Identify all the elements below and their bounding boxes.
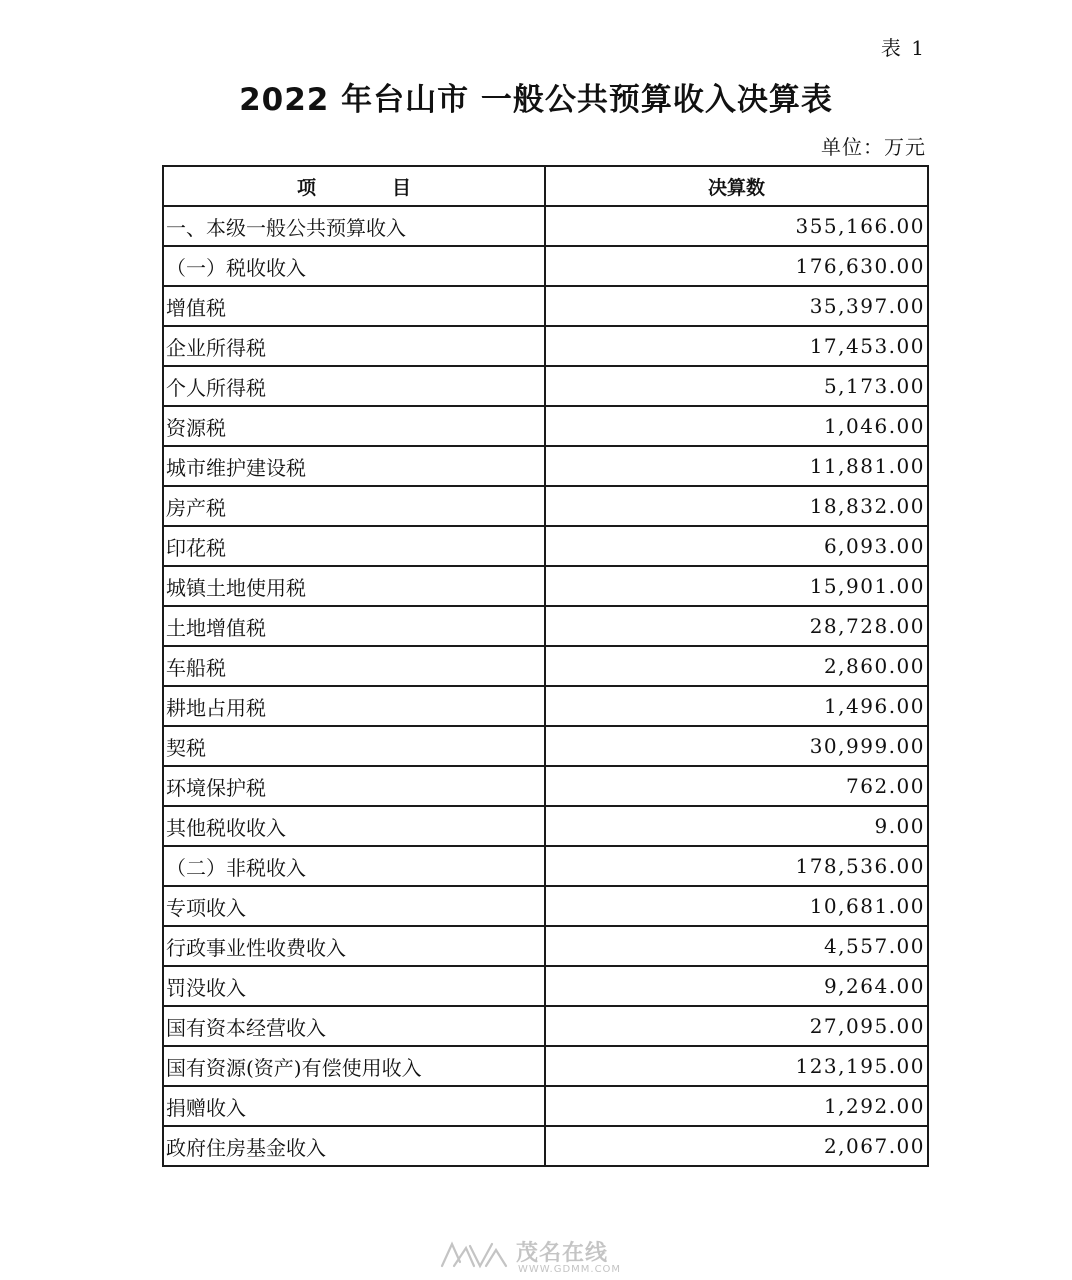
table-row (163, 1006, 928, 1046)
watermark-brand: 茂名在线 (516, 1241, 609, 1266)
row-item-name: 国有资源(资产)有偿使用收入 (163, 1046, 545, 1086)
table-row (163, 486, 928, 526)
table-row (163, 1046, 928, 1086)
row-item-name: 国有资本经营收入 (163, 1006, 545, 1046)
row-amount: 15,901.00 (545, 566, 928, 606)
watermark (436, 1234, 646, 1280)
row-amount: 27,095.00 (545, 1006, 928, 1046)
row-amount: 2,067.00 (545, 1126, 928, 1166)
table-row (163, 246, 928, 286)
row-amount: 123,195.00 (545, 1046, 928, 1086)
row-item-name: （一）税收收入 (163, 246, 545, 286)
row-amount: 9.00 (545, 806, 928, 846)
row-item-name: 增值税 (163, 286, 545, 326)
table-row (163, 606, 928, 646)
row-amount: 28,728.00 (545, 606, 928, 646)
row-item-name: 罚没收入 (163, 966, 545, 1006)
row-amount: 5,173.00 (545, 366, 928, 406)
table-row (163, 406, 928, 446)
table-number: 表 1 (880, 36, 926, 60)
row-item-name: 契税 (163, 726, 545, 766)
row-item-name: 行政事业性收费收入 (163, 926, 545, 966)
row-item-name: 其他税收收入 (163, 806, 545, 846)
row-amount: 176,630.00 (545, 246, 928, 286)
row-amount: 178,536.00 (545, 846, 928, 886)
table-header-row (163, 166, 928, 206)
table-row (163, 286, 928, 326)
row-item-name: 车船税 (163, 646, 545, 686)
row-amount: 9,264.00 (545, 966, 928, 1006)
row-item-name: 房产税 (163, 486, 545, 526)
table-row (163, 646, 928, 686)
column-header-amount: 决算数 (545, 166, 928, 206)
row-item-name: 企业所得税 (163, 326, 545, 366)
table-row (163, 566, 928, 606)
row-amount: 30,999.00 (545, 726, 928, 766)
row-amount: 35,397.00 (545, 286, 928, 326)
page-title: 2022 年台山市 一般公共预算收入决算表 (239, 82, 833, 118)
table-row (163, 1086, 928, 1126)
row-amount: 1,496.00 (545, 686, 928, 726)
row-item-name: 印花税 (163, 526, 545, 566)
row-item-name: 环境保护税 (163, 766, 545, 806)
row-amount: 4,557.00 (545, 926, 928, 966)
row-item-name: 个人所得税 (163, 366, 545, 406)
table-row (163, 806, 928, 846)
row-amount: 6,093.00 (545, 526, 928, 566)
table-row (163, 926, 928, 966)
row-amount: 355,166.00 (545, 206, 928, 246)
table-row (163, 326, 928, 366)
table-row (163, 366, 928, 406)
table-row (163, 1126, 928, 1166)
row-amount: 762.00 (545, 766, 928, 806)
watermark-logo-icon (436, 1236, 510, 1276)
table-row (163, 966, 928, 1006)
row-item-name: 耕地占用税 (163, 686, 545, 726)
row-item-name: （二）非税收入 (163, 846, 545, 886)
row-item-name: 城镇土地使用税 (163, 566, 545, 606)
watermark-url: WWW.GDMM.COM (518, 1264, 622, 1275)
row-amount: 2,860.00 (545, 646, 928, 686)
row-item-name: 捐赠收入 (163, 1086, 545, 1126)
row-amount: 1,046.00 (545, 406, 928, 446)
table-row (163, 206, 928, 246)
table-body (163, 206, 928, 1166)
row-item-name: 土地增值税 (163, 606, 545, 646)
row-item-name: 资源税 (163, 406, 545, 446)
table-row (163, 726, 928, 766)
row-item-name: 一、本级一般公共预算收入 (163, 206, 545, 246)
table-row (163, 526, 928, 566)
row-amount: 10,681.00 (545, 886, 928, 926)
column-header-item: 项 目 (163, 166, 545, 206)
table-row (163, 686, 928, 726)
budget-table (162, 165, 929, 1167)
table-row (163, 846, 928, 886)
table-row (163, 766, 928, 806)
row-amount: 17,453.00 (545, 326, 928, 366)
row-item-name: 城市维护建设税 (163, 446, 545, 486)
table-row (163, 446, 928, 486)
row-item-name: 专项收入 (163, 886, 545, 926)
row-amount: 1,292.00 (545, 1086, 928, 1126)
row-amount: 18,832.00 (545, 486, 928, 526)
unit-label: 单位：万元 (821, 135, 926, 159)
row-amount: 11,881.00 (545, 446, 928, 486)
table-row (163, 886, 928, 926)
row-item-name: 政府住房基金收入 (163, 1126, 545, 1166)
